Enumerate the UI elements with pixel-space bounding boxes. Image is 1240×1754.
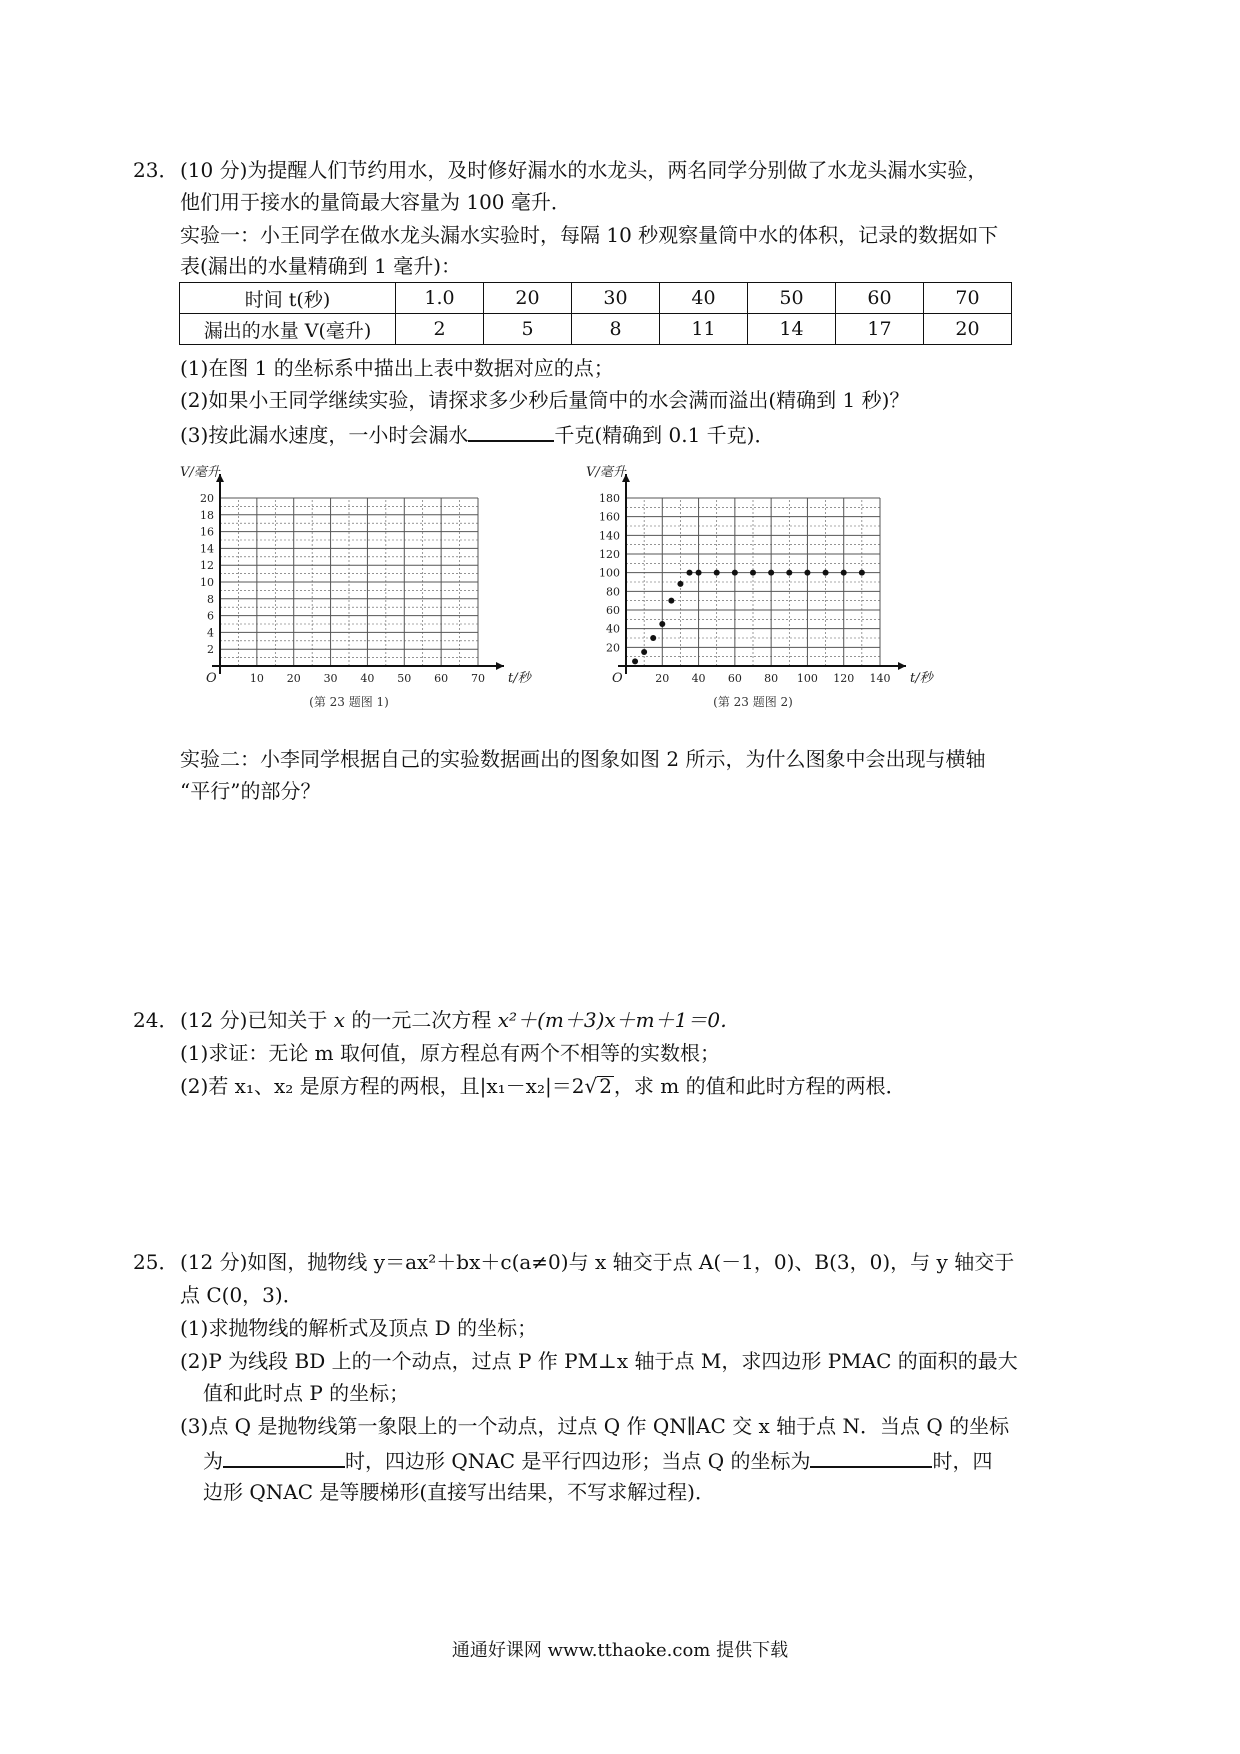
q23-sub-2: (2)如果小王同学继续实验，请探求多少秒后量筒中的水会满而溢出(精确到 1 秒)？	[180, 388, 910, 412]
x-axis-label: t/秒	[508, 671, 531, 686]
data-point	[650, 635, 656, 641]
data-point	[823, 570, 829, 576]
table-cell: 60	[836, 283, 924, 314]
q24-sub-2-text-b: ，求 m 的值和此时方程的两根．	[613, 1074, 906, 1098]
x-tick-label: 120	[833, 672, 855, 685]
q25-sub-2b: 值和此时点 P 的坐标；	[203, 1381, 410, 1405]
answer-blank[interactable]	[468, 420, 554, 442]
q24-sub-1: (1)求证：无论 m 取何值，原方程总有两个不相等的实数根；	[180, 1041, 721, 1065]
x-tick-label: 60	[434, 672, 449, 685]
table-cell: 20	[484, 283, 572, 314]
table-cell: 17	[836, 314, 924, 345]
q23-exp2-line-2: “平行”的部分？	[180, 779, 321, 803]
q24-sub-2-text-a: (2)若 x₁、x₂ 是原方程的两根，且|x₁－x₂|＝2	[180, 1074, 585, 1098]
y-tick-label: 20	[200, 492, 214, 505]
q25-sub-3a: (3)点 Q 是抛物线第一象限上的一个动点，过点 Q 作 QN∥AC 交 x 轴于点 N．当点 Q 的坐标	[180, 1414, 1010, 1438]
q25-sub-2a: (2)P 为线段 BD 上的一个动点，过点 P 作 PM⊥x 轴于点 M，求四边形 PMAC 的面积的最大	[180, 1349, 1018, 1373]
y-tick-label: 18	[200, 508, 214, 522]
x-axis-arrow	[898, 662, 906, 670]
y-tick-label: 180	[599, 492, 620, 505]
q25-number: 25．	[133, 1250, 179, 1274]
q24-equation: x²＋(m＋3)x＋m＋1＝0．	[497, 1008, 741, 1032]
footer: 通通好课网 www.tthaoke.com 提供下载	[451, 1640, 789, 1661]
table-cell: 50	[748, 283, 836, 314]
y-tick-label: 6	[207, 609, 214, 623]
y-tick-label: 120	[599, 548, 620, 561]
y-tick-label: 14	[200, 542, 214, 556]
x-tick-label: 140	[869, 672, 891, 685]
x-axis-arrow	[496, 662, 504, 670]
table-cell: 11	[660, 314, 748, 345]
table-cell: 30	[572, 283, 660, 314]
q23-sub-3-text-a: (3)按此漏水速度，一小时会漏水	[180, 423, 469, 447]
x-tick-label: 80	[764, 672, 779, 685]
table-cell: 40	[660, 283, 748, 314]
x-tick-label: 100	[796, 672, 818, 685]
q24-text-a: (12 分)已知关于	[180, 1008, 334, 1032]
q23-line-2: 他们用于接水的量筒最大容量为 100 毫升．	[180, 190, 571, 214]
origin-label: O	[612, 671, 623, 686]
y-tick-label: 4	[207, 626, 214, 640]
y-axis-label: V/毫升	[180, 465, 220, 480]
q24-number: 24．	[133, 1008, 179, 1032]
chart-caption: (第 23 题图 1)	[309, 695, 389, 709]
table-header-volume: 漏出的水量 V(毫升)	[180, 314, 396, 345]
q25-sub-3b-text-1: 为	[203, 1449, 223, 1473]
q25-sub-3b-text-2: 时，四边形 QNAC 是平行四边形；当点 Q 的坐标为	[345, 1449, 811, 1473]
q25-sub-3b-text-3: 时，四	[932, 1449, 993, 1473]
table-cell: 70	[924, 283, 1012, 314]
q23-sub-3-text-b: 千克(精确到 0.1 千克)．	[554, 423, 775, 447]
q23-line-1: (10 分)为提醒人们节约用水，及时修好漏水的水龙头，两名同学分别做了水龙头漏水实验，	[180, 158, 988, 182]
q25-sub-1: (1)求抛物线的解析式及顶点 D 的坐标；	[180, 1316, 538, 1340]
q24-var-x: x	[333, 1008, 346, 1032]
y-tick-label: 16	[200, 525, 214, 539]
q23-exp2-line-1: 实验二：小李同学根据自己的实验数据画出的图象如图 2 所示，为什么图象中会出现与横轴	[180, 747, 986, 771]
y-tick-label: 8	[207, 592, 214, 606]
y-tick-label: 12	[200, 559, 214, 573]
x-tick-label: 60	[727, 672, 742, 685]
q24-sqrt-radicand: 2	[599, 1074, 612, 1098]
data-point	[714, 570, 720, 576]
q23-number: 23．	[133, 158, 179, 182]
y-tick-label: 10	[200, 576, 214, 589]
y-tick-label: 160	[599, 510, 620, 524]
data-point	[859, 570, 865, 576]
y-tick-label: 140	[599, 529, 620, 543]
data-point	[687, 570, 693, 576]
x-axis-label: t/秒	[910, 671, 933, 686]
data-point	[632, 658, 638, 664]
x-tick-label: 40	[360, 672, 375, 685]
table-cell: 2	[396, 314, 484, 345]
q25-line-1: (12 分)如图，抛物线 y＝ax²＋bx＋c(a≠0)与 x 轴交于点 A(－1，0)、B(3，0)，与 y 轴交于	[180, 1250, 1015, 1274]
x-tick-label: 70	[471, 672, 485, 685]
chart-figure-2	[586, 465, 1000, 730]
data-point	[804, 570, 810, 576]
q24-sub-2	[180, 1073, 906, 1099]
x-tick-label: 40	[691, 672, 706, 685]
chart-figure-1	[180, 465, 560, 730]
data-point	[841, 570, 847, 576]
data-table	[179, 282, 1012, 345]
data-point	[659, 621, 665, 627]
q25-sub-3b	[203, 1446, 992, 1474]
x-tick-label: 50	[397, 672, 412, 685]
table-row	[180, 283, 1012, 314]
q24-text-b: 的一元二次方程	[345, 1008, 498, 1032]
data-point	[768, 570, 774, 576]
table-cell: 5	[484, 314, 572, 345]
sqrt-sign: √	[584, 1074, 598, 1098]
y-tick-label: 40	[606, 622, 620, 636]
x-tick-label: 30	[323, 672, 338, 685]
q23-sub-1: (1)在图 1 的坐标系中描出上表中数据对应的点；	[180, 356, 614, 380]
y-tick-label: 20	[606, 641, 620, 655]
table-header-time: 时间 t(秒)	[180, 283, 396, 314]
table-row	[180, 314, 1012, 345]
q23-line-4: 表(漏出的水量精确到 1 毫升)：	[180, 254, 462, 278]
table-cell: 1.0	[396, 283, 484, 314]
answer-blank-1[interactable]	[223, 1446, 345, 1468]
data-point	[732, 570, 738, 576]
y-tick-label: 2	[207, 643, 214, 657]
q24-line-1	[180, 1007, 740, 1033]
chart-caption: (第 23 题图 2)	[713, 695, 793, 709]
q25-line-2: 点 C(0，3)．	[180, 1283, 303, 1307]
y-tick-label: 80	[606, 585, 620, 599]
y-tick-label: 60	[606, 604, 620, 617]
q23-sub-3	[180, 420, 774, 448]
x-tick-label: 10	[249, 672, 264, 685]
y-tick-label: 100	[599, 566, 620, 580]
q25-sub-3c: 边形 QNAC 是等腰梯形(直接写出结果，不写求解过程)．	[203, 1480, 715, 1504]
origin-label: O	[206, 671, 217, 686]
table-cell: 20	[924, 314, 1012, 345]
x-tick-label: 20	[286, 672, 301, 685]
data-point	[641, 649, 647, 655]
data-point	[786, 570, 792, 576]
y-axis-label: V/毫升	[586, 465, 626, 480]
data-point	[696, 570, 702, 576]
table-cell: 14	[748, 314, 836, 345]
answer-blank-2[interactable]	[810, 1446, 932, 1468]
table-cell: 8	[572, 314, 660, 345]
data-point	[750, 570, 756, 576]
data-point	[668, 598, 674, 604]
data-point	[677, 581, 683, 587]
x-tick-label: 20	[655, 672, 670, 685]
q23-line-3: 实验一：小王同学在做水龙头漏水实验时，每隔 10 秒观察量筒中水的体积，记录的数据如下	[180, 223, 999, 247]
